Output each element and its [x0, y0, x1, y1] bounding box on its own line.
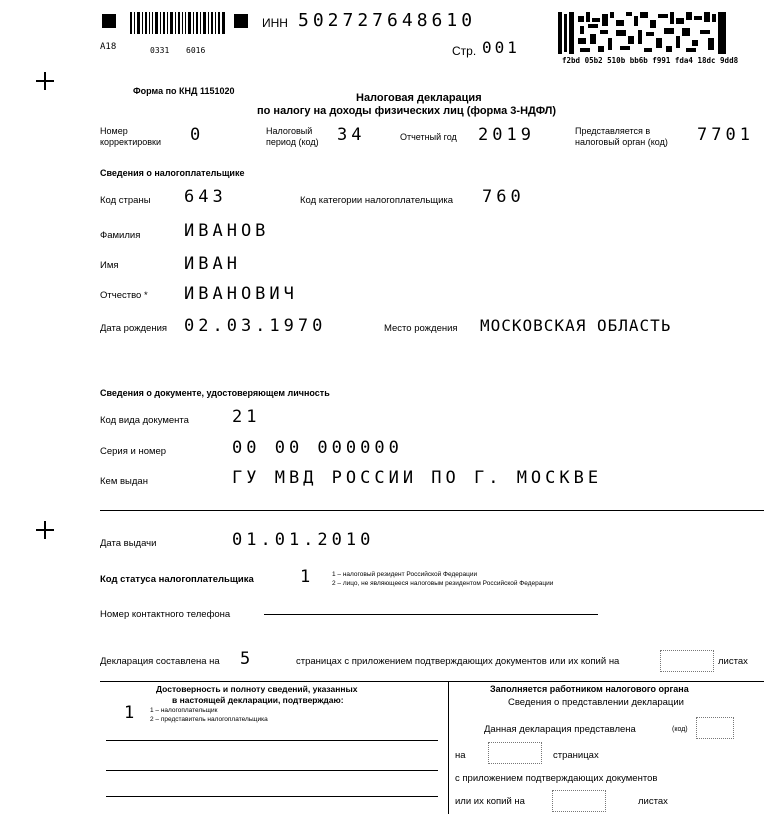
registration-cross-top [36, 72, 54, 90]
birthdate-label: Дата рождения [100, 323, 168, 334]
taxpayer-section-title: Сведения о налогоплательщике [100, 168, 245, 178]
confirm-title-2: в настоящей декларации, подтверждаю: [172, 695, 344, 705]
phone-field[interactable] [264, 614, 598, 615]
series-value: 00 00 000000 [232, 438, 403, 458]
signature-line-1[interactable] [106, 740, 438, 741]
country-value: 643 [184, 187, 227, 207]
official-title: Заполняется работником налогового органа [490, 684, 689, 694]
doc-type-value: 21 [232, 407, 261, 427]
barcode-number-2: 6016 [186, 46, 206, 55]
year-label: Отчетный год [400, 132, 457, 142]
pages-count: 5 [240, 649, 255, 669]
name-label: Имя [100, 260, 119, 271]
bottom-section-top-border [100, 681, 764, 682]
marker-square-right [234, 14, 248, 28]
patronymic-label: Отчество * [100, 290, 148, 301]
linear-barcode [130, 12, 225, 34]
pages-prefix: Декларация составлена на [100, 656, 220, 667]
official-with-docs: с приложением подтверждающих документов [455, 773, 658, 784]
barcode-number-1: 0331 [150, 46, 170, 55]
status-note-1: 1 – налоговый резидент Российской Федерации [332, 571, 478, 578]
birthdate-value: 02.03.1970 [184, 316, 327, 336]
inn-label: ИНН [262, 16, 288, 30]
confirm-option-2: 2 – представитель налогоплательщика [150, 716, 268, 723]
official-copies-label: или их копий на [455, 796, 525, 807]
country-label: Код страны [100, 195, 151, 206]
birthplace-label: Место рождения [384, 323, 458, 334]
correction-label: Номер корректировки [100, 126, 162, 147]
form-knd: Форма по КНД 1151020 [133, 86, 235, 96]
pages-suffix: страницах с приложением подтверждающих документов или их копий на [296, 656, 620, 667]
official-sheets-field[interactable] [552, 790, 606, 812]
category-label: Код категории налогоплательщика [300, 195, 454, 206]
pages-sheets: листах [718, 656, 748, 667]
patronymic-value: ИВАНОВИЧ [184, 284, 298, 304]
bottom-section-divider [448, 681, 449, 814]
page-value: 001 [482, 38, 520, 57]
official-pages-field[interactable] [488, 742, 542, 764]
signature-line-2[interactable] [106, 770, 438, 771]
signature-line-3[interactable] [106, 796, 438, 797]
official-sheets-label: листах [638, 796, 668, 807]
status-label: Код статуса налогоплательщика [100, 574, 254, 585]
authority-value: 7701 [697, 125, 754, 145]
qr-code [558, 12, 726, 54]
sheets-count-field[interactable] [660, 650, 714, 672]
marker-square-left [102, 14, 116, 28]
form-title-line1: Налоговая декларация [356, 92, 482, 104]
official-pages-label: страницах [553, 750, 599, 761]
page-label: Стр. [452, 44, 477, 58]
confirm-value: 1 [124, 703, 139, 723]
birthplace-value: МОСКОВСКАЯ ОБЛАСТЬ [480, 316, 672, 335]
status-value: 1 [300, 567, 315, 587]
identity-section-title: Сведения о документе, удостоверяющем личность [100, 388, 330, 398]
status-note-2: 2 – лицо, не являющееся налоговым резидентом Российской Федерации [332, 580, 554, 587]
official-code-field[interactable] [696, 717, 734, 739]
authority-label: Представляется в налоговый орган (код) [575, 126, 668, 147]
surname-value: ИВАНОВ [184, 221, 270, 241]
series-label: Серия и номер [100, 446, 167, 457]
issued-by-label: Кем выдан [100, 476, 148, 487]
section-divider [100, 510, 764, 511]
period-value: 34 [337, 125, 366, 145]
year-value: 2019 [478, 125, 535, 145]
official-code-label: (код) [672, 726, 688, 733]
barcode-code-label: A18 [100, 42, 117, 52]
inn-value: 502727648610 [298, 10, 477, 31]
official-on-label: на [455, 750, 466, 761]
category-value: 760 [482, 187, 525, 207]
issued-by-value: ГУ МВД РОССИИ ПО Г. МОСКВЕ [232, 468, 603, 488]
qr-caption: f2bd 05b2 510b bb6b f991 fda4 18dc 9dd8 [562, 56, 739, 65]
phone-label: Номер контактного телефона [100, 609, 231, 620]
confirm-title-1: Достоверность и полноту сведений, указанных [156, 684, 358, 694]
form-title-line2: по налогу на доходы физических лиц (форма 3-НДФЛ) [257, 105, 557, 117]
name-value: ИВАН [184, 254, 241, 274]
period-label: Налоговый период (код) [266, 126, 319, 147]
official-submitted-label: Данная декларация представлена [484, 724, 636, 735]
surname-label: Фамилия [100, 230, 141, 241]
issue-date-value: 01.01.2010 [232, 530, 375, 550]
doc-type-label: Код вида документа [100, 415, 189, 426]
official-subtitle: Сведения о представлении декларации [508, 697, 684, 708]
confirm-option-1: 1 – налогоплательщик [150, 707, 218, 714]
correction-value: 0 [190, 125, 205, 145]
issue-date-label: Дата выдачи [100, 538, 157, 549]
registration-cross-middle [36, 521, 54, 539]
